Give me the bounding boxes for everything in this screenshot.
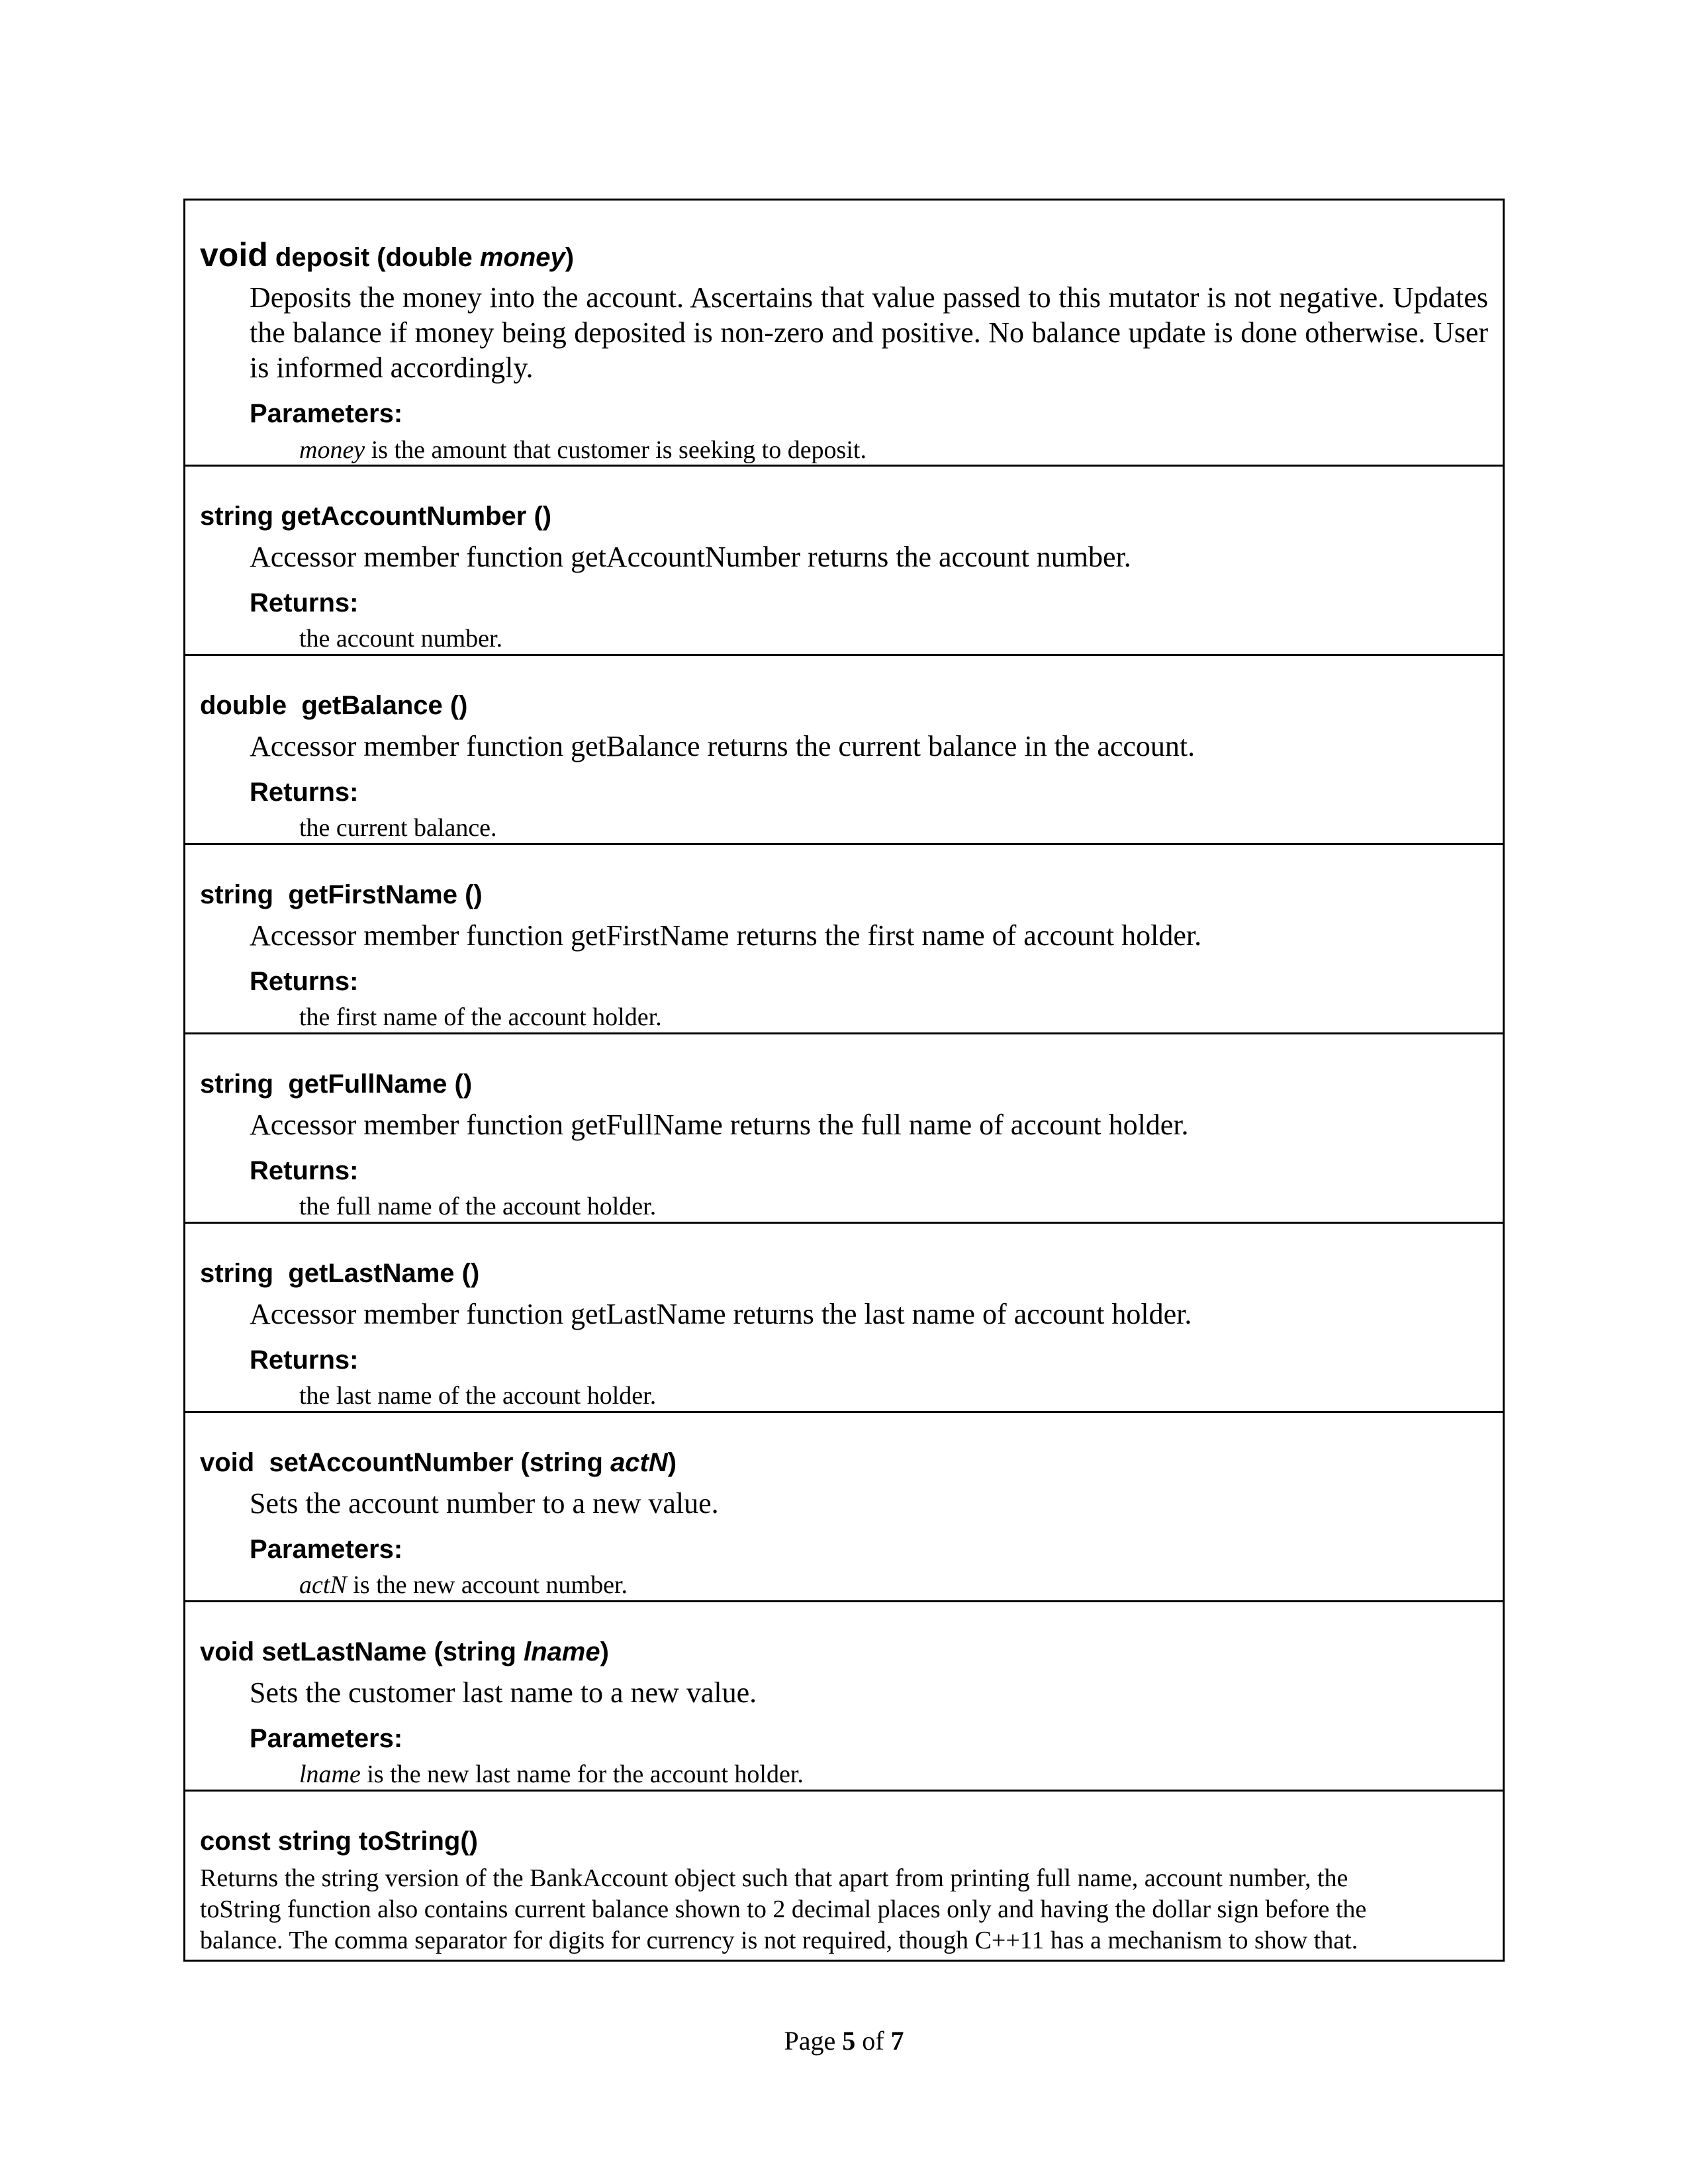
parameter-detail-deposit: money is the amount that customer is seeking to deposit. (299, 436, 867, 464)
row-divider (185, 843, 1503, 845)
page-number-footer: Page 5 of 7 (784, 2026, 904, 2056)
returns-label: Returns: (250, 967, 359, 996)
parameter-detail-setlastname: lname is the new last name for the account holder. (299, 1760, 804, 1788)
description-line: balance. The comma separator for digits for currency is not required, though C++11 has a mechanism to show that. (200, 1927, 1358, 1954)
method-description-tostring (200, 1863, 1483, 1956)
method-description-getfirstname: Accessor member function getFirstName returns the first name of account holder. (250, 919, 1202, 952)
method-description-setaccountnumber: Sets the account number to a new value. (250, 1487, 719, 1520)
row-divider (185, 1032, 1503, 1034)
method-description-deposit: Deposits the money into the account. Ascertains that value passed to this mutator is not negative. Updates the balance if money being deposited is non-zero and positive. No balance update is done otherwise. User is informed accordingly. (250, 281, 1488, 384)
method-description-getaccountnumber: Accessor member function getAccountNumber returns the account number. (250, 541, 1131, 573)
returns-detail-getbalance: the current balance. (299, 814, 497, 842)
returns-detail-getfullname: the full name of the account holder. (299, 1193, 657, 1220)
description-line: Returns the string version of the BankAccount object such that apart from printing full name, account number, the (200, 1864, 1348, 1892)
parameters-label: Parameters: (250, 1535, 403, 1564)
method-signature-tostring: const string toString() (200, 1827, 478, 1856)
row-divider (185, 1600, 1503, 1602)
row-divider (185, 1411, 1503, 1413)
returns-label: Returns: (250, 778, 359, 807)
method-signature-deposit: void deposit (double money) (200, 236, 575, 273)
method-signature-setaccountnumber: void setAccountNumber (string actN) (200, 1448, 677, 1477)
parameter-detail-setaccountnumber: actN is the new account number. (299, 1571, 628, 1599)
method-summary-table (183, 199, 1505, 1962)
row-divider (185, 1222, 1503, 1224)
returns-detail-getlastname: the last name of the account holder. (299, 1382, 657, 1410)
method-signature-getbalance: double getBalance () (200, 691, 468, 720)
method-signature-getlastname: string getLastName () (200, 1259, 480, 1288)
description-line: toString function also contains current balance shown to 2 decimal places only and having the dollar sign before the (200, 1895, 1367, 1923)
returns-detail-getaccountnumber: the account number. (299, 625, 503, 653)
row-divider (185, 1790, 1503, 1792)
method-signature-getfullname: string getFullName () (200, 1069, 473, 1099)
returns-detail-getfirstname: the first name of the account holder. (299, 1003, 662, 1031)
method-description-setlastname: Sets the customer last name to a new value. (250, 1676, 757, 1709)
returns-label: Returns: (250, 588, 359, 617)
returns-label: Returns: (250, 1156, 359, 1185)
method-signature-getfirstname: string getFirstName () (200, 880, 483, 909)
method-signature-setlastname: void setLastName (string lname) (200, 1637, 609, 1666)
returns-label: Returns: (250, 1345, 359, 1375)
method-description-getfullname: Accessor member function getFullName returns the full name of account holder. (250, 1109, 1189, 1141)
row-divider (185, 465, 1503, 467)
row-divider (185, 654, 1503, 656)
method-description-getbalance: Accessor member function getBalance returns the current balance in the account. (250, 730, 1196, 762)
parameters-label: Parameters: (250, 1724, 403, 1753)
method-signature-getaccountnumber: string getAccountNumber () (200, 502, 552, 531)
parameters-label: Parameters: (250, 399, 403, 428)
method-description-getlastname: Accessor member function getLastName returns the last name of account holder. (250, 1298, 1192, 1330)
